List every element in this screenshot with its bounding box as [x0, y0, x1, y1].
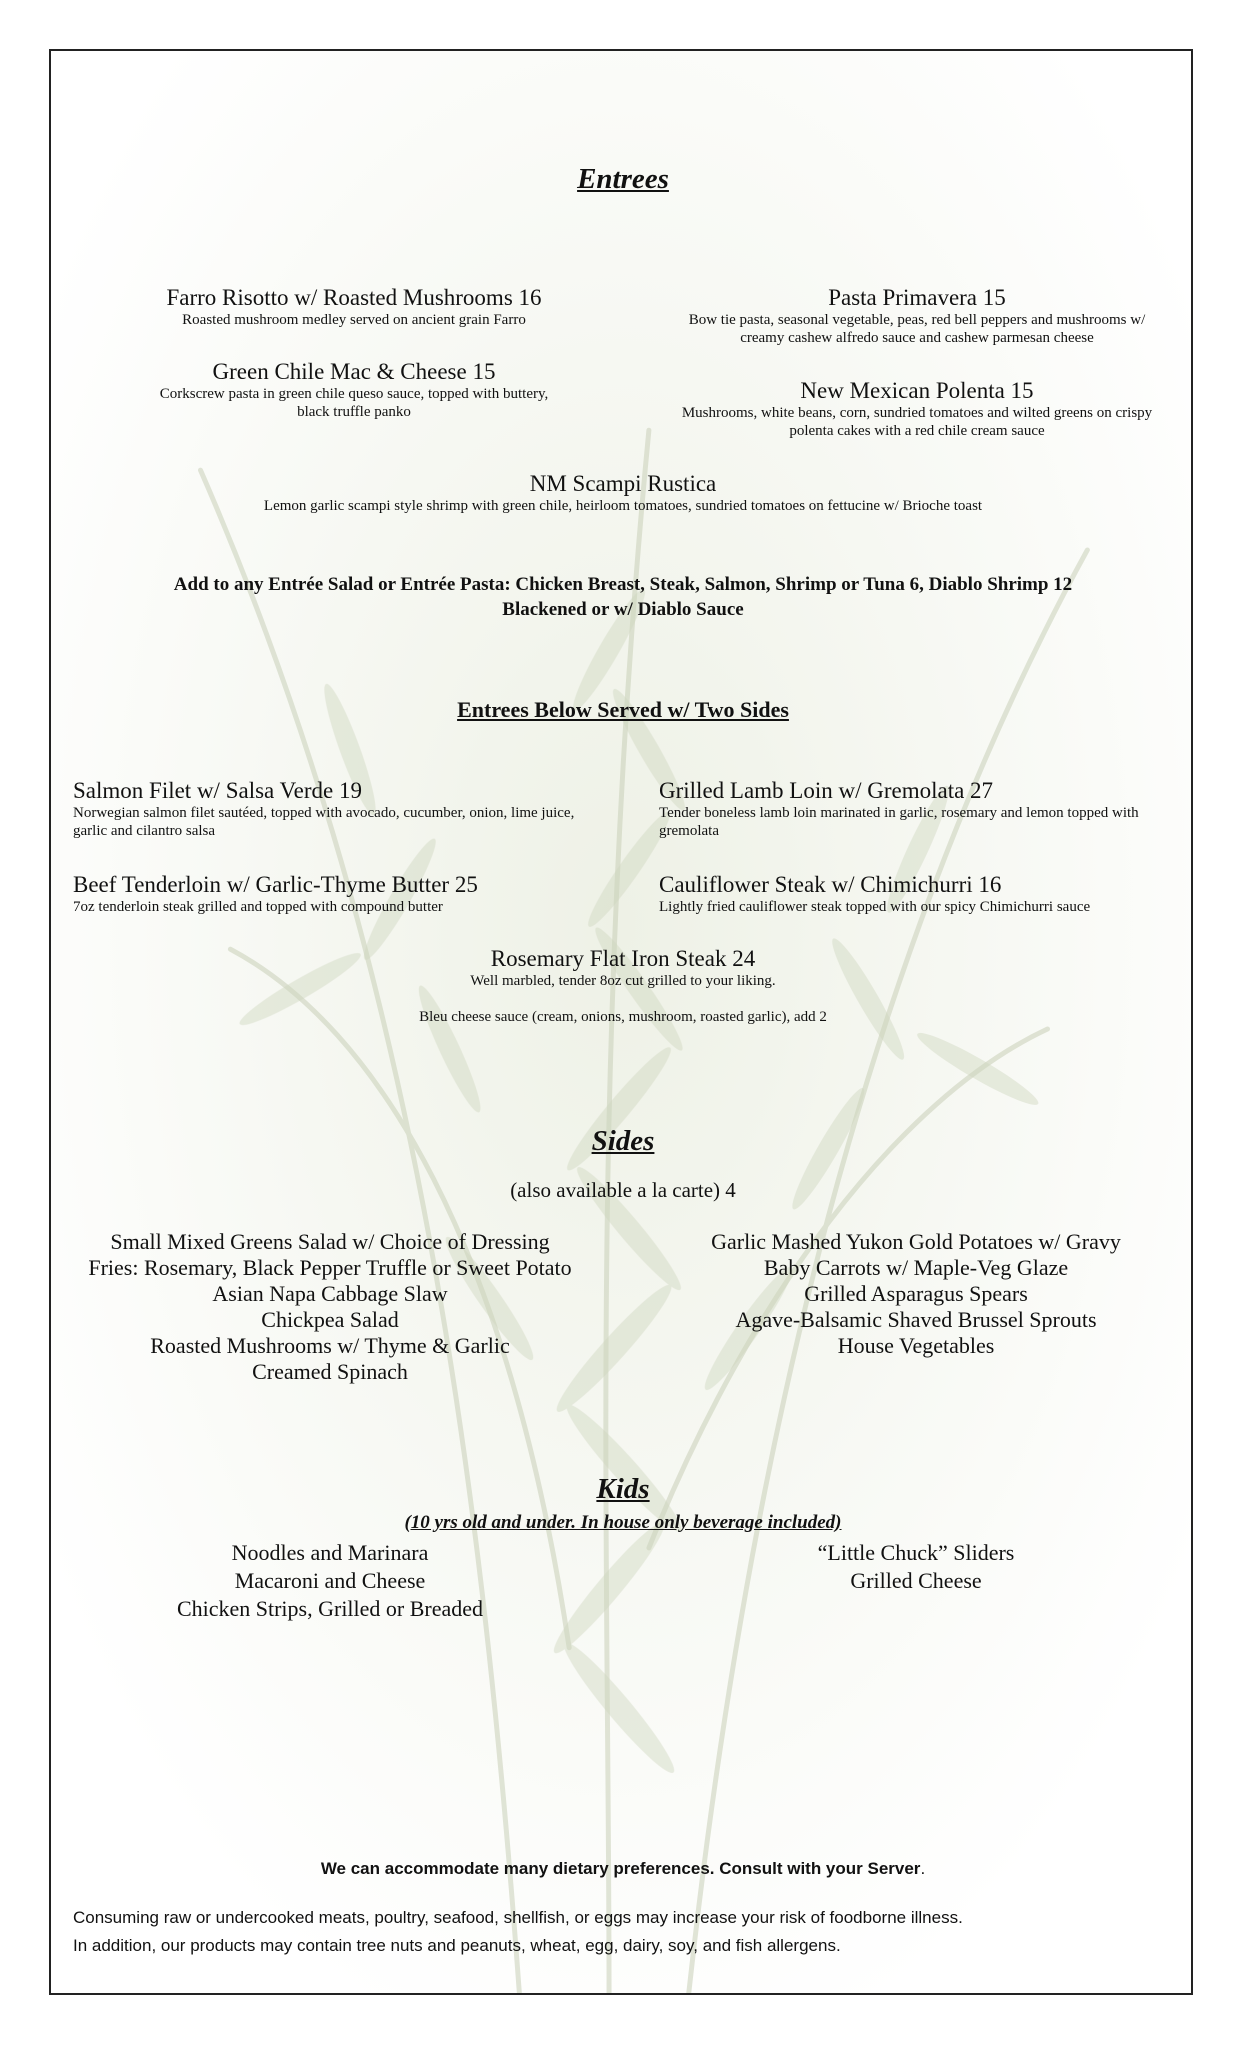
kids-item: Grilled Cheese [850, 1568, 982, 1593]
sides-list-right [637, 1229, 1193, 1359]
kids-item: “Little Chuck” Sliders [817, 1540, 1015, 1565]
entree-title: NM Scampi Rustica [529, 471, 717, 496]
kids-item: Chicken Strips, Grilled or Breaded [176, 1596, 484, 1621]
entrees-heading: Entrees [577, 163, 669, 195]
side-item: Asian Napa Cabbage Slaw [212, 1281, 448, 1306]
sauce-note: Bleu cheese sauce (cream, onions, mushroom, roasted garlic), add 2 [419, 1009, 827, 1025]
entree-item [51, 470, 1193, 515]
entree-description: Norwegian salmon filet sautéed, topped with avocado, cucumber, onion, lime juice, garlic and cilantro salsa [73, 805, 575, 839]
dietary-note-period: . [920, 1859, 926, 1878]
entree-description: 7oz tenderloin steak grilled and topped with compound butter [73, 899, 443, 915]
side-item: Fries: Rosemary, Black Pepper Truffle or Sweet Potato [88, 1255, 572, 1280]
entree-description: Well marbled, tender 8oz cut grilled to your liking. [470, 973, 776, 989]
entree-item [651, 284, 1183, 347]
allergen-warning [73, 1904, 1183, 1960]
entree-item [73, 871, 593, 916]
side-item: House Vegetables [837, 1333, 995, 1358]
entree-description: Lemon garlic scampi style shrimp with green chile, heirloom tomatoes, sundried tomatoes on fettucine w/ Brioche toast [263, 498, 983, 514]
menu-page [49, 49, 1193, 1995]
entree-title: Rosemary Flat Iron Steak 24 [490, 946, 756, 971]
side-item: Chickpea Salad [261, 1307, 399, 1332]
entree-description: Corkscrew pasta in green chile queso sauce, topped with buttery, black truffle panko [159, 386, 549, 420]
dietary-note [51, 1859, 1193, 1879]
entree-description: Roasted mushroom medley served on ancient grain Farro [182, 312, 526, 328]
entree-item [659, 871, 1179, 916]
kids-list-right [637, 1539, 1193, 1595]
side-item: Creamed Spinach [252, 1359, 408, 1384]
entree-description: Bow tie pasta, seasonal vegetable, peas, red bell peppers and mushrooms w/ creamy cashew alfredo sauce and cashew parmesan cheese [688, 312, 1146, 346]
entree-description: Lightly fried cauliflower steak topped with our spicy Chimichurri sauce [659, 899, 1091, 915]
side-item: Baby Carrots w/ Maple-Veg Glaze [763, 1255, 1069, 1280]
entree-title: Cauliflower Steak w/ Chimichurri 16 [659, 872, 1002, 897]
side-item: Grilled Asparagus Spears [804, 1281, 1028, 1306]
dietary-note-text: We can accommodate many dietary preferences. Consult with your Server [320, 1859, 921, 1878]
add-on-note [51, 572, 1193, 622]
side-item: Small Mixed Greens Salad w/ Choice of Dressing [110, 1229, 550, 1254]
side-item: Agave-Balsamic Shaved Brussel Sprouts [735, 1307, 1097, 1332]
kids-item: Noodles and Marinara [231, 1540, 429, 1565]
kids-list-left [51, 1539, 609, 1623]
entree-title: Farro Risotto w/ Roasted Mushrooms 16 [166, 285, 542, 310]
sides-heading: Sides [591, 1125, 655, 1157]
entree-description: Tender boneless lamb loin marinated in garlic, rosemary and lemon topped with gremolata [659, 805, 1139, 839]
entree-title: Pasta Primavera 15 [828, 285, 1006, 310]
kids-subtitle: (10 yrs old and under. In house only beverage included) [404, 1512, 842, 1533]
side-item: Garlic Mashed Yukon Gold Potatoes w/ Gravy [711, 1229, 1121, 1254]
add-on-line: Add to any Entrée Salad or Entrée Pasta: Chicken Breast, Steak, Salmon, Shrimp or Tuna 6, Diablo Shrimp 12 [173, 574, 1073, 595]
entree-item [51, 945, 1193, 990]
entree-title: Grilled Lamb Loin w/ Gremolata 27 [659, 778, 994, 803]
kids-item: Macaroni and Cheese [234, 1568, 426, 1593]
two-sides-heading: Entrees Below Served w/ Two Sides [457, 697, 789, 722]
entree-item [111, 284, 597, 329]
entree-item [659, 777, 1179, 840]
add-on-line: Blackened or w/ Diablo Sauce [502, 599, 744, 620]
allergen-warning-line: In addition, our products may contain tree nuts and peanuts, wheat, egg, dairy, soy, and fish allergens. [73, 1936, 841, 1955]
entree-title: Salmon Filet w/ Salsa Verde 19 [73, 778, 362, 803]
entree-item [73, 777, 593, 840]
side-item: Roasted Mushrooms w/ Thyme & Garlic [150, 1333, 510, 1358]
sides-list-left [51, 1229, 609, 1385]
entree-item [111, 358, 597, 421]
allergen-warning-line: Consuming raw or undercooked meats, poultry, seafood, shellfish, or eggs may increase your risk of foodborne illness. [73, 1908, 963, 1927]
entree-title: Beef Tenderloin w/ Garlic-Thyme Butter 25 [73, 872, 478, 897]
sides-subtitle: (also available a la carte) 4 [510, 1178, 736, 1202]
entree-title: Green Chile Mac & Cheese 15 [212, 359, 496, 384]
entree-description: Mushrooms, white beans, corn, sundried tomatoes and wilted greens on crispy polenta cakes with a red chile cream sauce [681, 405, 1153, 439]
kids-heading: Kids [596, 1473, 650, 1505]
entree-item [651, 377, 1183, 440]
entree-title: New Mexican Polenta 15 [800, 378, 1034, 403]
